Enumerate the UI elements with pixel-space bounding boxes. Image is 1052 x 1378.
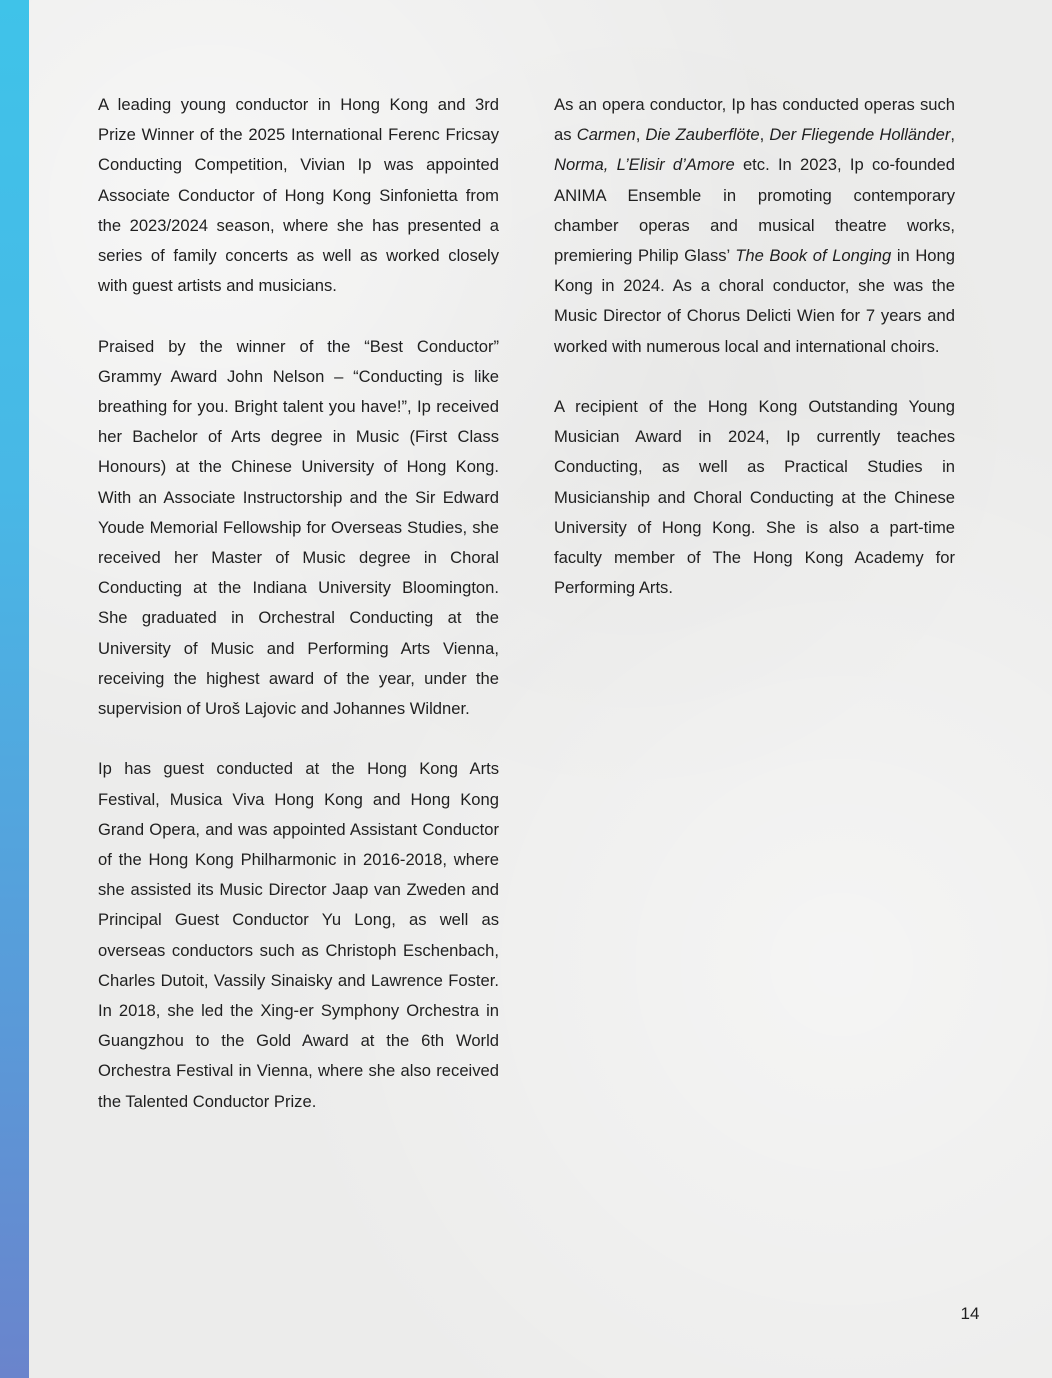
text-run: in Hong Kong in 2024. As a choral conductor, she was the Music Director of Chorus Delicti Wien for 7 years and worked with numerous local and international choirs.: [554, 246, 955, 356]
decorative-side-band: [0, 0, 29, 1378]
opera-title: Carmen: [576, 125, 636, 145]
bio-paragraph-4: [554, 90, 955, 362]
bio-paragraph-2: Praised by the winner of the “Best Conductor” Grammy Award John Nelson – “Conducting is like breathing for you. Bright talent you have!”, Ip received her Bachelor of Arts degree in Music (First Class Honours) at the Chinese University of Hong Kong. With an Associate Instructorship and the Sir Edward Youde Memorial Fellowship for Overseas Studies, she received her Master of Music degree in Choral Conducting at the Indiana University Bloomington. She graduated in Orchestral Conducting at the University of Music and Performing Arts Vienna, receiving the highest award of the year, under the supervision of Uroš Lajovic and Johannes Wildner.: [98, 336, 499, 719]
opera-title: Die Zauberflöte: [645, 125, 760, 145]
opera-title: Norma, L’Elisir d’Amore: [554, 155, 735, 175]
text-run: ,: [759, 125, 770, 145]
work-title: The Book of Longing: [735, 246, 892, 266]
text-run: ,: [950, 125, 956, 145]
right-text-column: [554, 90, 955, 634]
text-run: etc. In 2023, Ip co-founded ANIMA Ensemble in promoting contemporary chamber operas and musical theatre works, premiering Philip Glass’: [554, 155, 955, 266]
bio-paragraph-5: A recipient of the Hong Kong Outstanding Young Musician Award in 2024, Ip currently teaches Conducting, as well as Practical Studies in Musicianship and Choral Conducting at the Chinese University of Hong Kong. She is also a part-time faculty member of The Hong Kong Academy for Performing Arts.: [554, 397, 955, 598]
bio-paragraph-1: A leading young conductor in Hong Kong and 3rd Prize Winner of the 2025 International Ferenc Fricsay Conducting Competition, Vivian Ip was appointed Associate Conductor of Hong Kong Sinfonietta from the 2023/2024 season, where she has presented a series of family concerts as well as worked closely with guest artists and musicians.: [98, 95, 499, 296]
opera-title: Der Fliegende Holländer: [769, 125, 951, 145]
bio-paragraph-3: Ip has guest conducted at the Hong Kong Arts Festival, Musica Viva Hong Kong and Hong Kong Grand Opera, and was appointed Assistant Conductor of the Hong Kong Philharmonic in 2016-2018, where she assisted its Music Director Jaap van Zweden and Principal Guest Conductor Yu Long, as well as overseas conductors such as Christoph Eschenbach, Charles Dutoit, Vassily Sinaisky and Lawrence Foster. In 2018, she led the Xing-er Symphony Orchestra in Guangzhou to the Gold Award at the 6th World Orchestra Festival in Vienna, where she also received the Talented Conductor Prize.: [98, 759, 499, 1111]
text-run: ,: [635, 125, 646, 145]
page-number: 14: [960, 1304, 980, 1323]
left-text-column: [98, 90, 499, 1147]
text-run: As an opera conductor, Ip has conducted operas such as: [554, 95, 955, 145]
